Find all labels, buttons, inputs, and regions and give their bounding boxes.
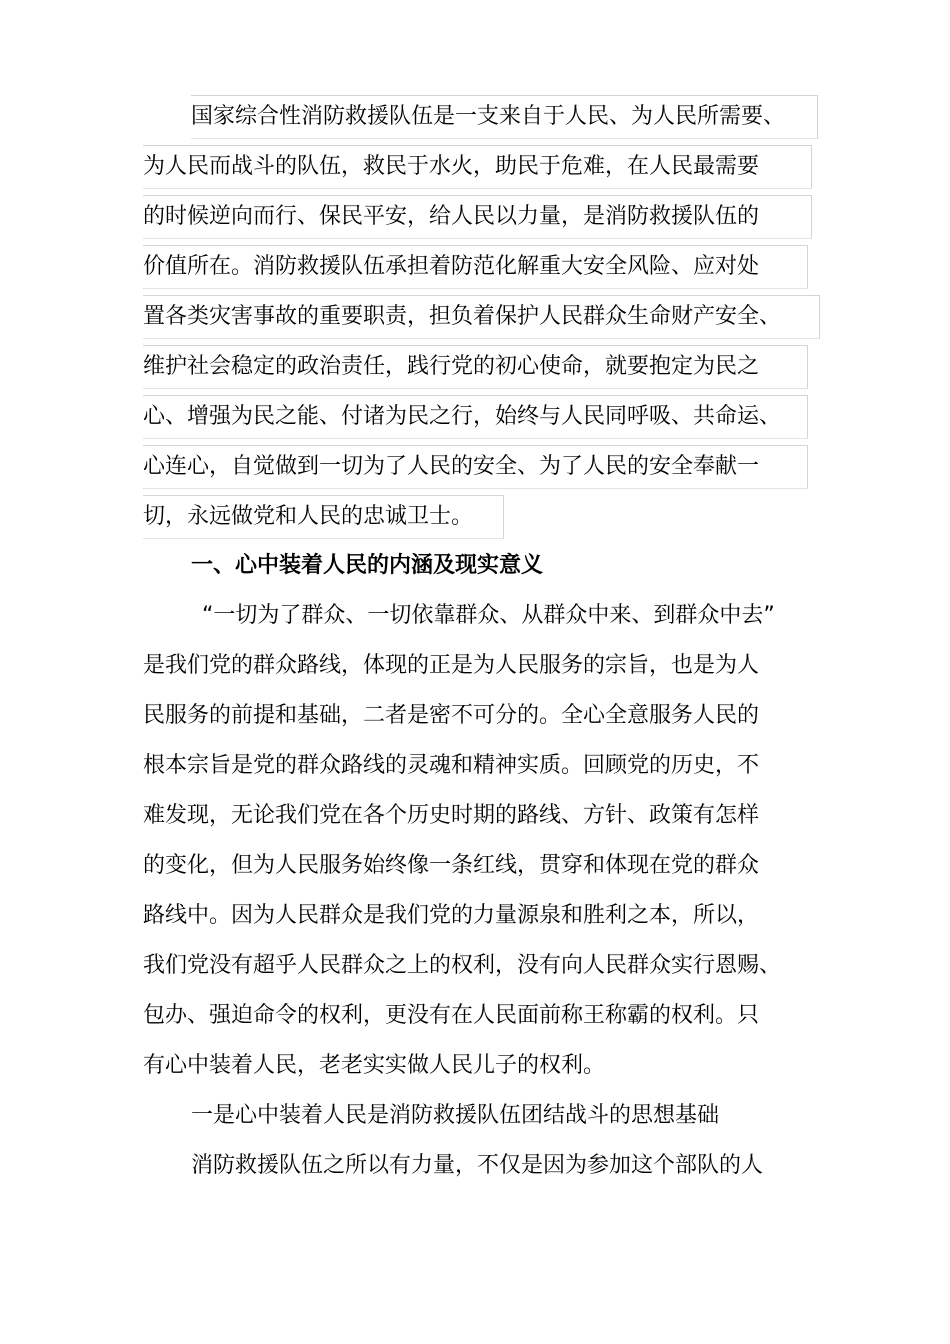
paragraph-line: 消防救援队伍之所以有力量，不仅是因为参加这个部队的人: [191, 1153, 764, 1178]
paragraph-line: 是我们党的群众路线，体现的正是为人民服务的宗旨，也是为人: [143, 653, 760, 678]
paragraph-line: “一切为了群众、一切依靠群众、从群众中来、到群众中去”: [202, 603, 775, 628]
paragraph-line: 心连心，自觉做到一切为了人民的安全、为了人民的安全奉献一: [143, 445, 808, 489]
paragraph-line: 置各类灾害事故的重要职责，担负着保护人民群众生命财产安全、: [143, 295, 820, 339]
paragraph-line: 难发现，无论我们党在各个历史时期的路线、方针、政策有怎样: [143, 803, 760, 828]
section-heading: 一、心中装着人民的内涵及现实意义: [191, 553, 544, 578]
paragraph-line: 的时候逆向而行、保民平安，给人民以力量，是消防救援队伍的: [143, 195, 812, 239]
paragraph-line: 根本宗旨是党的群众路线的灵魂和精神实质。回顾党的历史，不: [143, 753, 760, 778]
subheading: 一是心中装着人民是消防救援队伍团结战斗的思想基础: [191, 1103, 720, 1128]
paragraph-line: 切，永远做党和人民的忠诚卫士。: [143, 495, 504, 539]
paragraph-line: 维护社会稳定的政治责任，践行党的初心使命，就要抱定为民之: [143, 345, 808, 389]
paragraph-line: 我们党没有超乎人民群众之上的权利，没有向人民群众实行恩赐、: [143, 953, 782, 978]
paragraph-line: 有心中装着人民，老老实实做人民儿子的权利。: [143, 1053, 606, 1078]
paragraph-line: 价值所在。消防救援队伍承担着防范化解重大安全风险、应对处: [143, 245, 808, 289]
paragraph-line: 国家综合性消防救援队伍是一支来自于人民、为人民所需要、: [191, 95, 818, 139]
paragraph-line: 路线中。因为人民群众是我们党的力量源泉和胜利之本，所以，: [143, 903, 760, 928]
paragraph-line: 为人民而战斗的队伍，救民于水火，助民于危难，在人民最需要: [143, 145, 812, 189]
paragraph-line: 心、增强为民之能、付诸为民之行，始终与人民同呼吸、共命运、: [143, 395, 808, 439]
paragraph-line: 的变化，但为人民服务始终像一条红线，贯穿和体现在党的群众: [143, 853, 760, 878]
paragraph-line: 民服务的前提和基础，二者是密不可分的。全心全意服务人民的: [143, 703, 760, 728]
paragraph-line: 包办、强迫命令的权利，更没有在人民面前称王称霸的权利。只: [143, 1003, 760, 1028]
